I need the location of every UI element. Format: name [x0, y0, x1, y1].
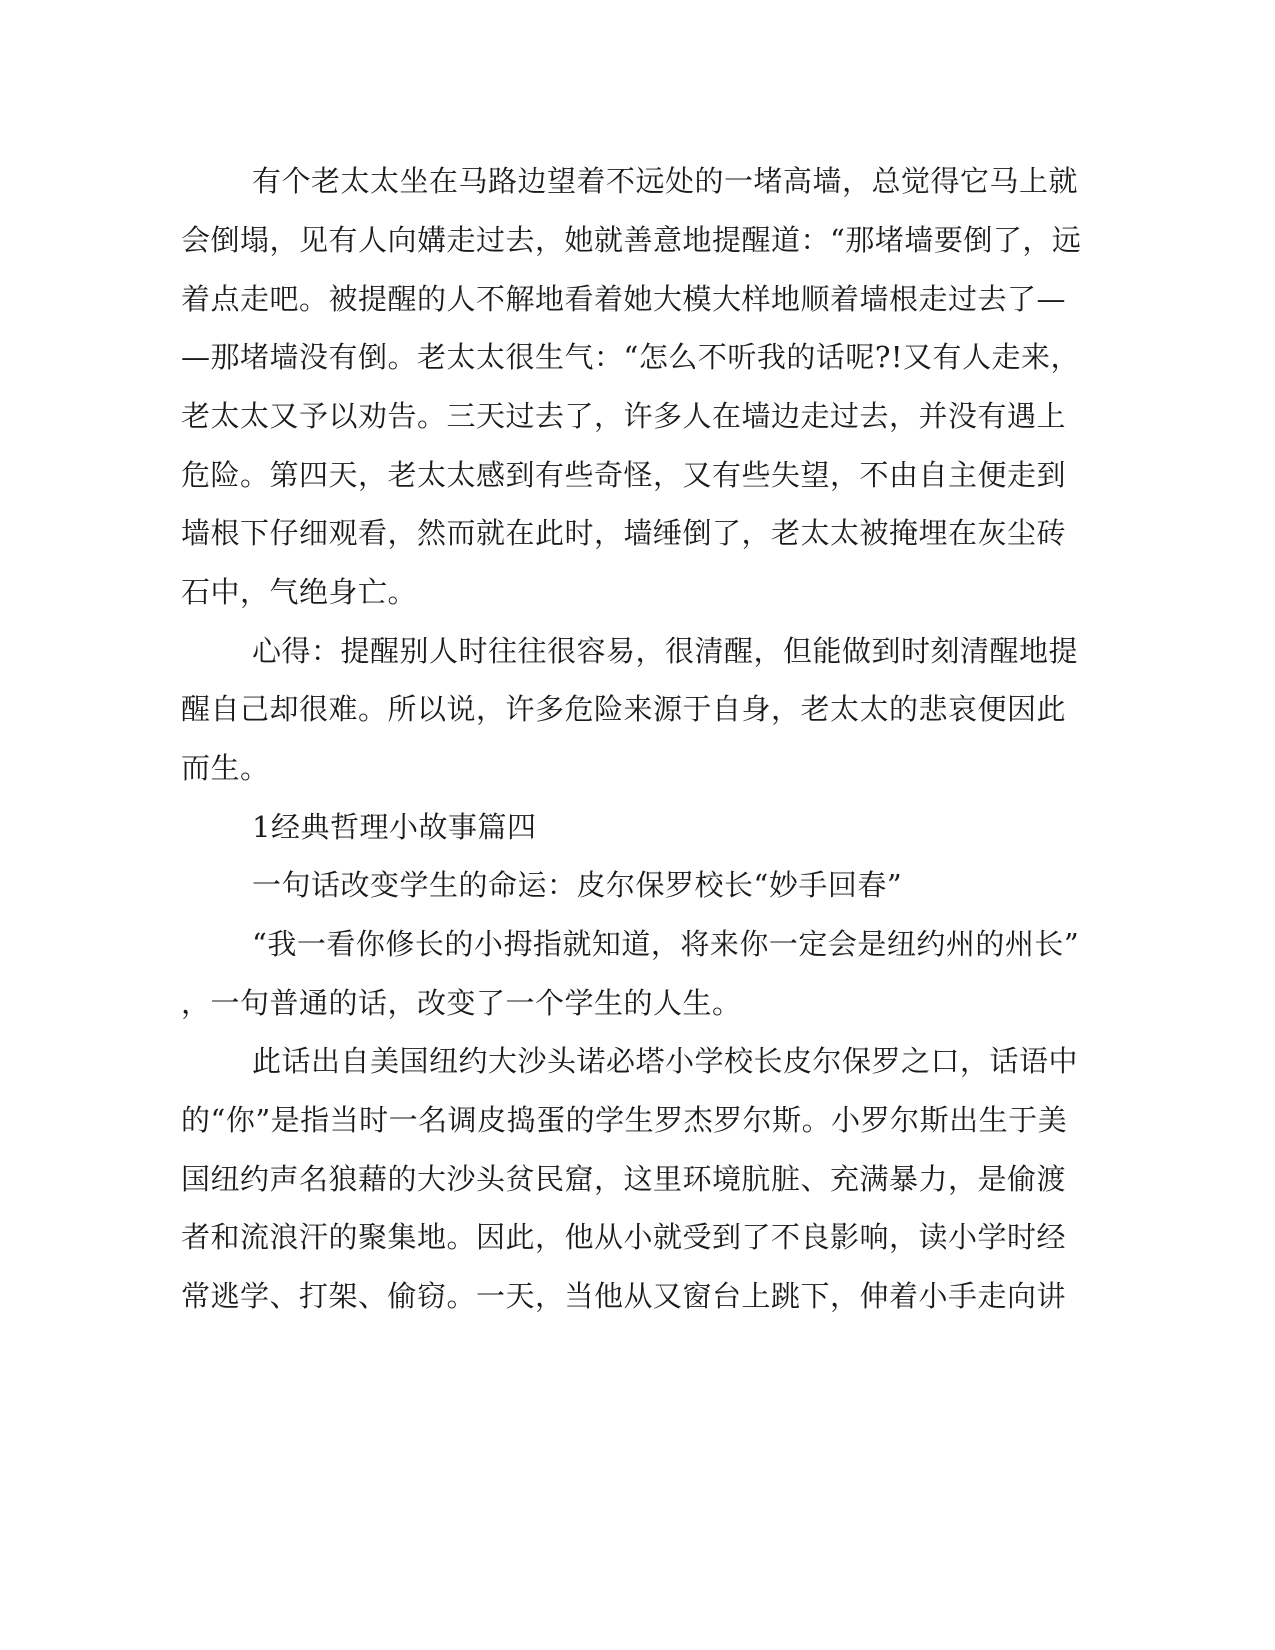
text-line: “我一看你修长的小拇指就知道，将来你一定会是纽约州的州长”: [252, 927, 1080, 961]
text-line: 此话出自美国纽约大沙头诺必塔小学校长皮尔保罗之口，话语中: [252, 1044, 1079, 1078]
text-line: 有个老太太坐在马路边望着不远处的一堵高墙，总觉得它马上就: [252, 164, 1079, 198]
text-line: 一句话改变学生的命运：皮尔保罗校长“妙手回春”: [252, 868, 903, 902]
text-line: 心得：提醒别人时往往很容易，很清醒，但能做到时刻清醒地提: [252, 634, 1079, 668]
text-line: 着点走吧。被提醒的人不解地看着她大模大样地顺着墙根走过去了—: [181, 282, 1067, 316]
text-line: 国纽约声名狼藉的大沙头贫民窟，这里环境肮脏、充满暴力，是偷渡: [181, 1162, 1067, 1196]
text-line: 醒自己却很难。所以说，许多危险来源于自身，老太太的悲哀便因此: [181, 692, 1067, 726]
text-line: 老太太又予以劝告。三天过去了，许多人在墙边走过去，并没有遇上: [181, 399, 1067, 433]
text-line: 墙根下仔细观看，然而就在此时，墙缍倒了，老太太被掩埋在灰尘砖: [181, 516, 1067, 550]
text-line: 而生。: [181, 751, 270, 785]
text-line: —那堵墙没有倒。老太太很生气：“怎么不听我的话呢?!又有人走来，: [181, 340, 1081, 374]
section-heading: 1经典哲理小故事篇四: [252, 810, 537, 844]
text-line: 常逃学、打架、偷窃。一天，当他从又窗台上跳下，伸着小手走向讲: [181, 1279, 1067, 1313]
text-line: 者和流浪汗的聚集地。因此，他从小就受到了不良影响，读小学时经: [181, 1220, 1067, 1254]
text-line: 的“你”是指当时一名调皮捣蛋的学生罗杰罗尔斯。小罗尔斯出生于美: [181, 1103, 1068, 1137]
text-line: ，一句普通的话，改变了一个学生的人生。: [181, 986, 742, 1020]
text-line: 危险。第四天，老太太感到有些奇怪，又有些失望，不由自主便走到: [181, 458, 1067, 492]
text-line: 石中，气绝身亡。: [181, 575, 418, 609]
text-line: 会倒塌，见有人向媾走过去，她就善意地提醒道：“那堵墙要倒了，远: [181, 223, 1082, 257]
